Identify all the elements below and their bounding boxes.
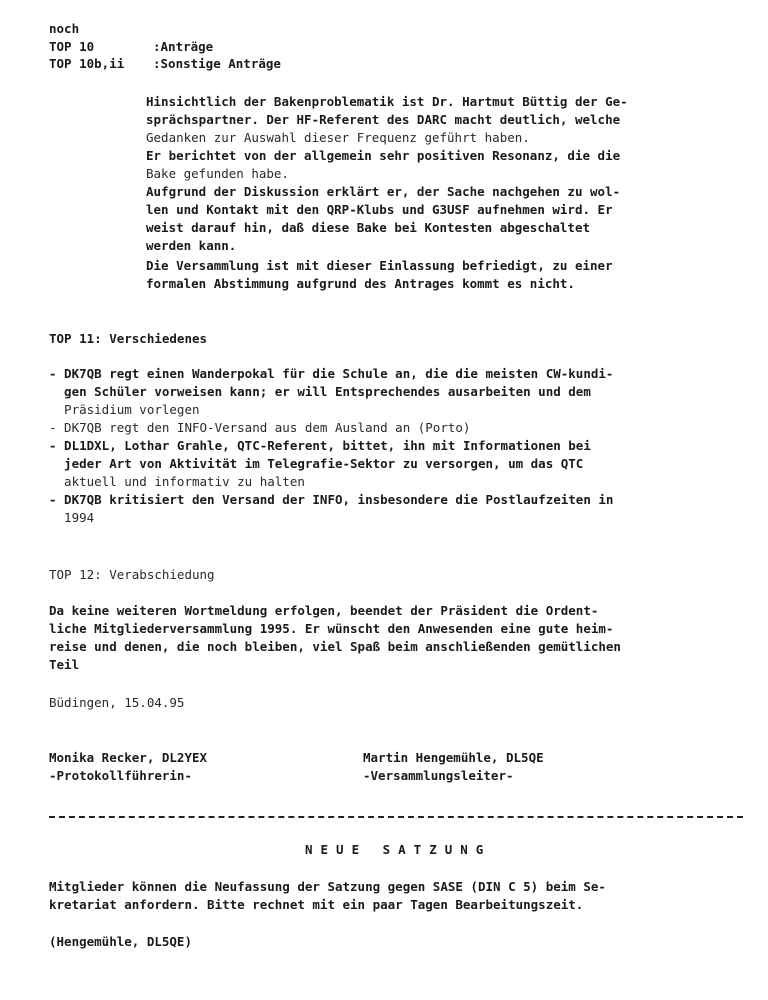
paragraph-line: kretariat anfordern. Bitte rechnet mit ein paar Tagen Bearbeitungszeit. xyxy=(49,897,584,912)
paragraph-line: sprächspartner. Der HF-Referent des DARC macht deutlich, welche xyxy=(146,112,621,127)
signature-left-name: Monika Recker, DL2YEX xyxy=(49,750,208,765)
top10-label: TOP 10 xyxy=(49,39,95,54)
top10-title: :Anträge xyxy=(153,39,214,54)
signature-left-role: -Protokollführerin- xyxy=(49,768,192,783)
signature-right-name: Martin Hengemühle, DL5QE xyxy=(363,750,544,765)
top10b-title: :Sonstige Anträge xyxy=(153,56,281,71)
dashed-divider xyxy=(49,816,743,818)
list-item: - DK7QB regt den INFO-Versand aus dem Ausland an (Porto) xyxy=(49,420,471,435)
top10b-label: TOP 10b,ii xyxy=(49,56,125,71)
paragraph-line: Hinsichtlich der Bakenproblematik ist Dr. Hartmut Büttig der Ge- xyxy=(146,94,628,109)
top12-title: TOP 12: Verabschiedung xyxy=(49,567,215,582)
continuation-label: noch xyxy=(49,21,80,36)
satzung-heading: NEUE SATZUNG xyxy=(305,842,492,857)
satzung-signoff: (Hengemühle, DL5QE) xyxy=(49,934,192,949)
place-date: Büdingen, 15.04.95 xyxy=(49,695,185,710)
list-item: aktuell und informativ zu halten xyxy=(49,474,305,489)
paragraph-line: Aufgrund der Diskussion erklärt er, der Sache nachgehen zu wol- xyxy=(146,184,621,199)
paragraph-line: werden kann. xyxy=(146,238,237,253)
paragraph-line: reise und denen, die noch bleiben, viel Spaß beim anschließenden gemütlichen xyxy=(49,639,621,654)
list-item: - DK7QB regt einen Wanderpokal für die Schule an, die die meisten CW-kundi- xyxy=(49,366,614,381)
list-item: - DK7QB kritisiert den Versand der INFO, insbesondere die Postlaufzeiten in xyxy=(49,492,614,507)
paragraph-line: Er berichtet von der allgemein sehr positiven Resonanz, die die xyxy=(146,148,621,163)
list-item: 1994 xyxy=(49,510,95,525)
list-item: - DL1DXL, Lothar Grahle, QTC-Referent, bittet, ihn mit Informationen bei xyxy=(49,438,591,453)
paragraph-line: formalen Abstimmung aufgrund des Antrages kommt es nicht. xyxy=(146,276,575,291)
paragraph-line: Die Versammlung ist mit dieser Einlassung befriedigt, zu einer xyxy=(146,258,613,273)
paragraph-line: Bake gefunden habe. xyxy=(146,166,289,181)
list-item: jeder Art von Aktivität im Telegrafie-Sektor zu versorgen, um das QTC xyxy=(49,456,584,471)
list-item: gen Schüler vorweisen kann; er will Entsprechendes ausarbeiten und dem xyxy=(49,384,591,399)
paragraph-line: weist darauf hin, daß diese Bake bei Kontesten abgeschaltet xyxy=(146,220,591,235)
signature-right-role: -Versammlungsleiter- xyxy=(363,768,514,783)
paragraph-line: Teil xyxy=(49,657,80,672)
paragraph-line: len und Kontakt mit den QRP-Klubs und G3USF aufnehmen wird. Er xyxy=(146,202,613,217)
paragraph-line: Mitglieder können die Neufassung der Satzung gegen SASE (DIN C 5) beim Se- xyxy=(49,879,606,894)
paragraph-line: liche Mitgliederversammlung 1995. Er wünscht den Anwesenden eine gute heim- xyxy=(49,621,614,636)
paragraph-line: Gedanken zur Auswahl dieser Frequenz geführt haben. xyxy=(146,130,530,145)
paragraph-line: Da keine weiteren Wortmeldung erfolgen, beendet der Präsident die Ordent- xyxy=(49,603,599,618)
top11-title: TOP 11: Verschiedenes xyxy=(49,331,208,346)
list-item: Präsidium vorlegen xyxy=(49,402,200,417)
